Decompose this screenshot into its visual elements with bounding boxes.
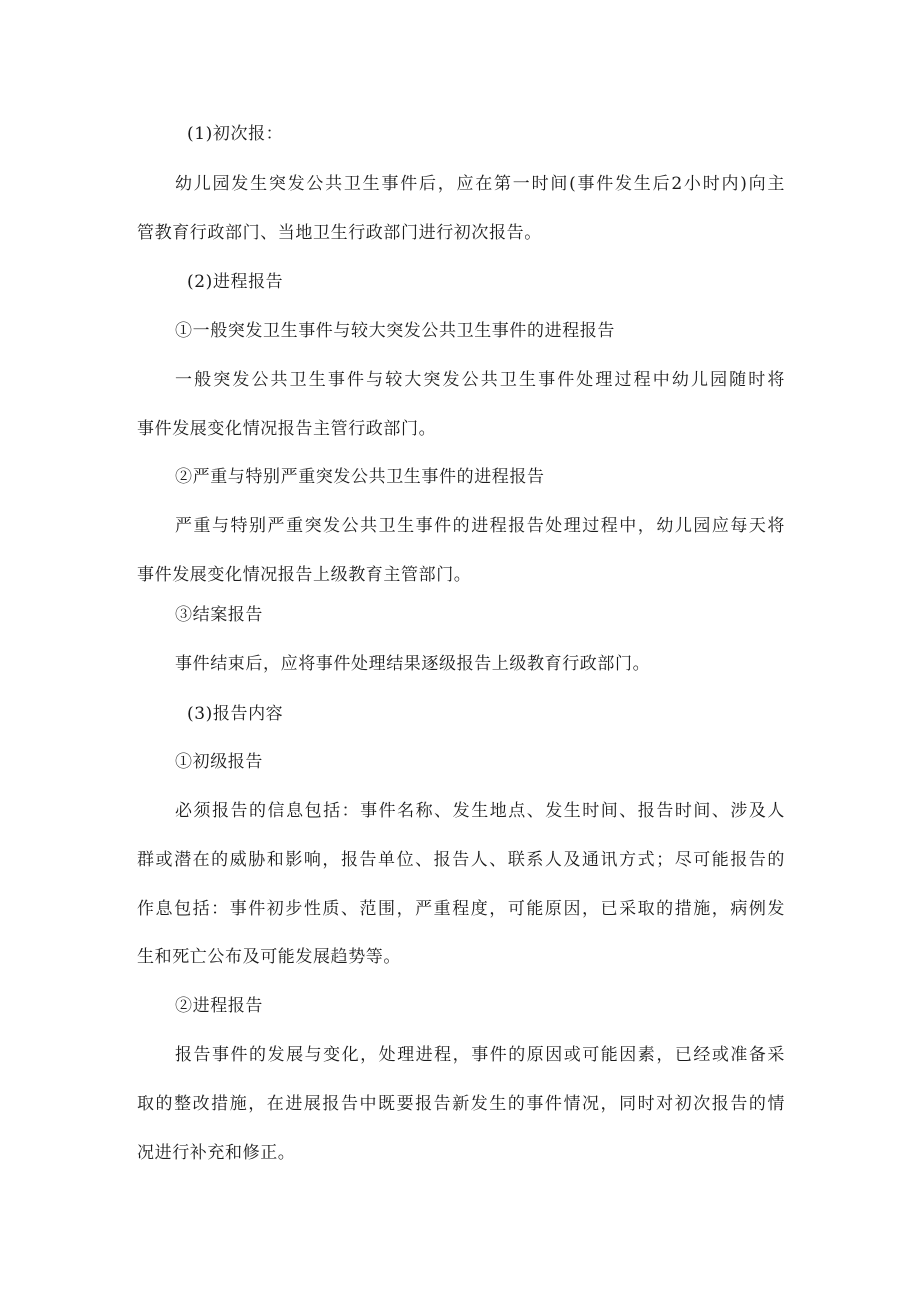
paragraph-line: 管教育行政部门、当地卫生行政部门进行初次报告。 xyxy=(137,223,542,243)
paragraph-line: 严重与特别严重突发公共卫生事件的进程报告处理过程中，幼儿园应每天将 xyxy=(175,516,785,536)
paragraph-line: 报告事件的发展与变化，处理进程，事件的原因或可能因素，已经或准备采 xyxy=(175,1045,785,1065)
paragraph-line: 一般突发公共卫生事件与较大突发公共卫生事件处理过程中幼儿园随时将 xyxy=(175,370,785,390)
heading-report-content: (3)报告内容 xyxy=(187,704,284,724)
paragraph-line: 作息包括：事件初步性质、范围，严重程度，可能原因，已采取的措施，病例发 xyxy=(137,899,785,919)
paragraph-line: 生和死亡公布及可能发展趋势等。 xyxy=(137,947,401,967)
paragraph-line: 况进行补充和修正。 xyxy=(137,1143,296,1163)
paragraph-line: 事件结束后，应将事件处理结果逐级报告上级教育行政部门。 xyxy=(175,654,651,674)
subheading-progress-report: ②进程报告 xyxy=(175,996,263,1016)
paragraph-line: 事件发展变化情况报告主管行政部门。 xyxy=(137,419,437,439)
subheading-closure-report: ③结案报告 xyxy=(175,605,263,625)
paragraph-line: 必须报告的信息包括：事件名称、发生地点、发生时间、报告时间、涉及人 xyxy=(175,801,785,821)
subheading-initial-level-report: ①初级报告 xyxy=(175,752,263,772)
paragraph-line: 取的整改措施，在进展报告中既要报告新发生的事件情况，同时对初次报告的情 xyxy=(137,1094,785,1114)
paragraph-line: 群或潜在的威胁和影响，报告单位、报告人、联系人及通讯方式；尽可能报告的 xyxy=(137,850,785,870)
subheading-general-events: ①一般突发卫生事件与较大突发公共卫生事件的进程报告 xyxy=(175,321,615,341)
subheading-serious-events: ②严重与特别严重突发公共卫生事件的进程报告 xyxy=(175,467,545,487)
paragraph-line: 事件发展变化情况报告上级教育主管部门。 xyxy=(137,565,472,585)
heading-initial-report: (1)初次报： xyxy=(187,124,284,144)
paragraph-line: 幼儿园发生突发公共卫生事件后，应在第一时间(事件发生后2小时内)向主 xyxy=(175,174,785,194)
heading-progress-report: (2)进程报告 xyxy=(187,272,284,292)
